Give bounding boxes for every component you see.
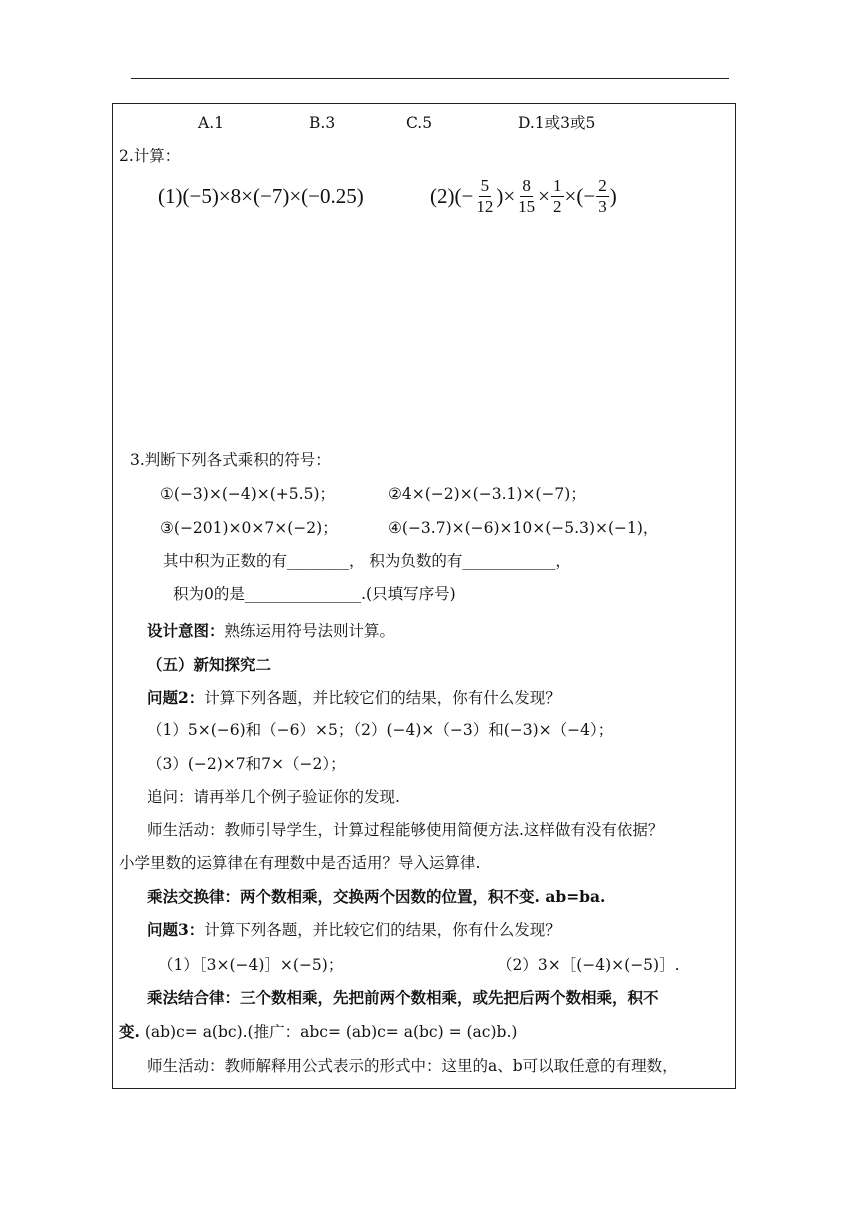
expr2-prefix: (2)(− bbox=[430, 183, 474, 208]
q3-item-4: ④(−3.7)×(−6)×10×(−5.3)×(−1)， bbox=[388, 519, 659, 537]
problem-3-text: 计算下列各题，并比较它们的结果，你有什么发现？ bbox=[204, 921, 561, 939]
design-intent-text: 熟练运用符号法则计算。 bbox=[224, 622, 396, 640]
problem-3-label: 问题3： bbox=[147, 920, 205, 939]
problem-2-line-1: （1）5×(−6)和（−6）×5；（2）(−4)×（−3）和(−3)×（−4）； bbox=[147, 721, 614, 739]
fraction-denominator: 12 bbox=[476, 196, 494, 216]
associative-law-line-1: 乘法结合律：三个数相乘，先把前两个数相乘，或先把后两个数相乘，积不 bbox=[147, 988, 659, 1007]
problem-2-label: 问题2： bbox=[147, 688, 205, 707]
fraction-denominator: 3 bbox=[598, 196, 607, 216]
associative-law-bold: 变. bbox=[119, 1022, 140, 1041]
activity-2-line-1: 师生活动：教师解释用公式表示的形式中：这里的a、b可以取任意的有理数， bbox=[147, 1057, 678, 1075]
q2-expression-2 bbox=[430, 174, 617, 218]
problem-2-text: 计算下列各题，并比较它们的结果，你有什么发现？ bbox=[204, 689, 561, 707]
option-c: C.5 bbox=[406, 114, 433, 132]
fraction-denominator: 2 bbox=[553, 196, 562, 216]
commutative-law-formula: ab=ba. bbox=[545, 887, 606, 906]
option-b: B.3 bbox=[309, 114, 336, 132]
header-rule bbox=[131, 78, 729, 79]
associative-law-formula: (ab)c= a(bc).(推广：abc= (ab)c= a(bc) = (ac)b.) bbox=[144, 1023, 518, 1041]
expr2-suffix: ) bbox=[609, 183, 617, 208]
option-d: D.1或3或5 bbox=[518, 114, 596, 132]
q3-item-2: ②4×(−2)×(−3.1)×(−7)； bbox=[388, 485, 586, 503]
fraction-numerator: 2 bbox=[598, 175, 607, 195]
fraction-2-3 bbox=[596, 176, 609, 217]
expr2-op1: )× bbox=[496, 183, 516, 208]
q3-heading: 3.判断下列各式乘积的符号： bbox=[130, 451, 331, 469]
activity-1-line-2: 小学里数的运算律在有理数中是否适用？导入运算律. bbox=[119, 854, 481, 872]
fraction-5-12 bbox=[474, 176, 495, 217]
section-5-title: （五）新知探究二 bbox=[147, 655, 272, 674]
q2-expression-1 bbox=[158, 181, 364, 211]
problem-3-item-2: （2）3×［(−4)×(−5)］. bbox=[497, 956, 680, 974]
q3-blank-line-1: 其中积为正数的有________， 积为负数的有____________， bbox=[163, 552, 571, 570]
design-intent-label: 设计意图： bbox=[147, 621, 225, 640]
design-intent bbox=[147, 621, 395, 641]
commutative-law-label: 乘法交换律：两个数相乘，交换两个因数的位置，积不变. bbox=[147, 887, 540, 906]
fraction-denominator: 15 bbox=[518, 196, 536, 216]
problem-3 bbox=[147, 920, 561, 940]
fraction-numerator: 1 bbox=[553, 175, 562, 195]
problem-3-item-1: （1）［3×(−4)］×(−5)； bbox=[158, 956, 344, 974]
fraction-8-15 bbox=[516, 176, 537, 217]
expr2-op2: × bbox=[538, 183, 551, 208]
followup-question: 追问：请再举几个例子验证你的发现. bbox=[147, 788, 400, 806]
q3-item-1: ①(−3)×(−4)×(+5.5)； bbox=[160, 485, 335, 503]
fraction-numerator: 5 bbox=[480, 175, 490, 195]
expr1-text: (1)(−5)×8×(−7)×(−0.25) bbox=[158, 183, 364, 208]
problem-2 bbox=[147, 688, 561, 708]
activity-1-line-1: 师生活动：教师引导学生，计算过程能够使用简便方法.这样做有没有依据？ bbox=[147, 821, 664, 839]
problem-2-line-2: （3）(−2)×7和7×（−2）； bbox=[147, 755, 346, 773]
expr2-op3: ×(− bbox=[564, 183, 596, 208]
associative-law-line-2 bbox=[119, 1022, 517, 1042]
q3-item-3: ③(−201)×0×7×(−2)； bbox=[160, 519, 338, 537]
q3-blank-line-2: 积为0的是_______________.(只填写序号) bbox=[173, 585, 456, 603]
fraction-1-2 bbox=[551, 176, 564, 217]
fraction-numerator: 8 bbox=[522, 175, 531, 195]
option-a: A.1 bbox=[198, 114, 224, 132]
commutative-law bbox=[147, 887, 605, 907]
q2-heading: 2.计算： bbox=[119, 147, 181, 165]
